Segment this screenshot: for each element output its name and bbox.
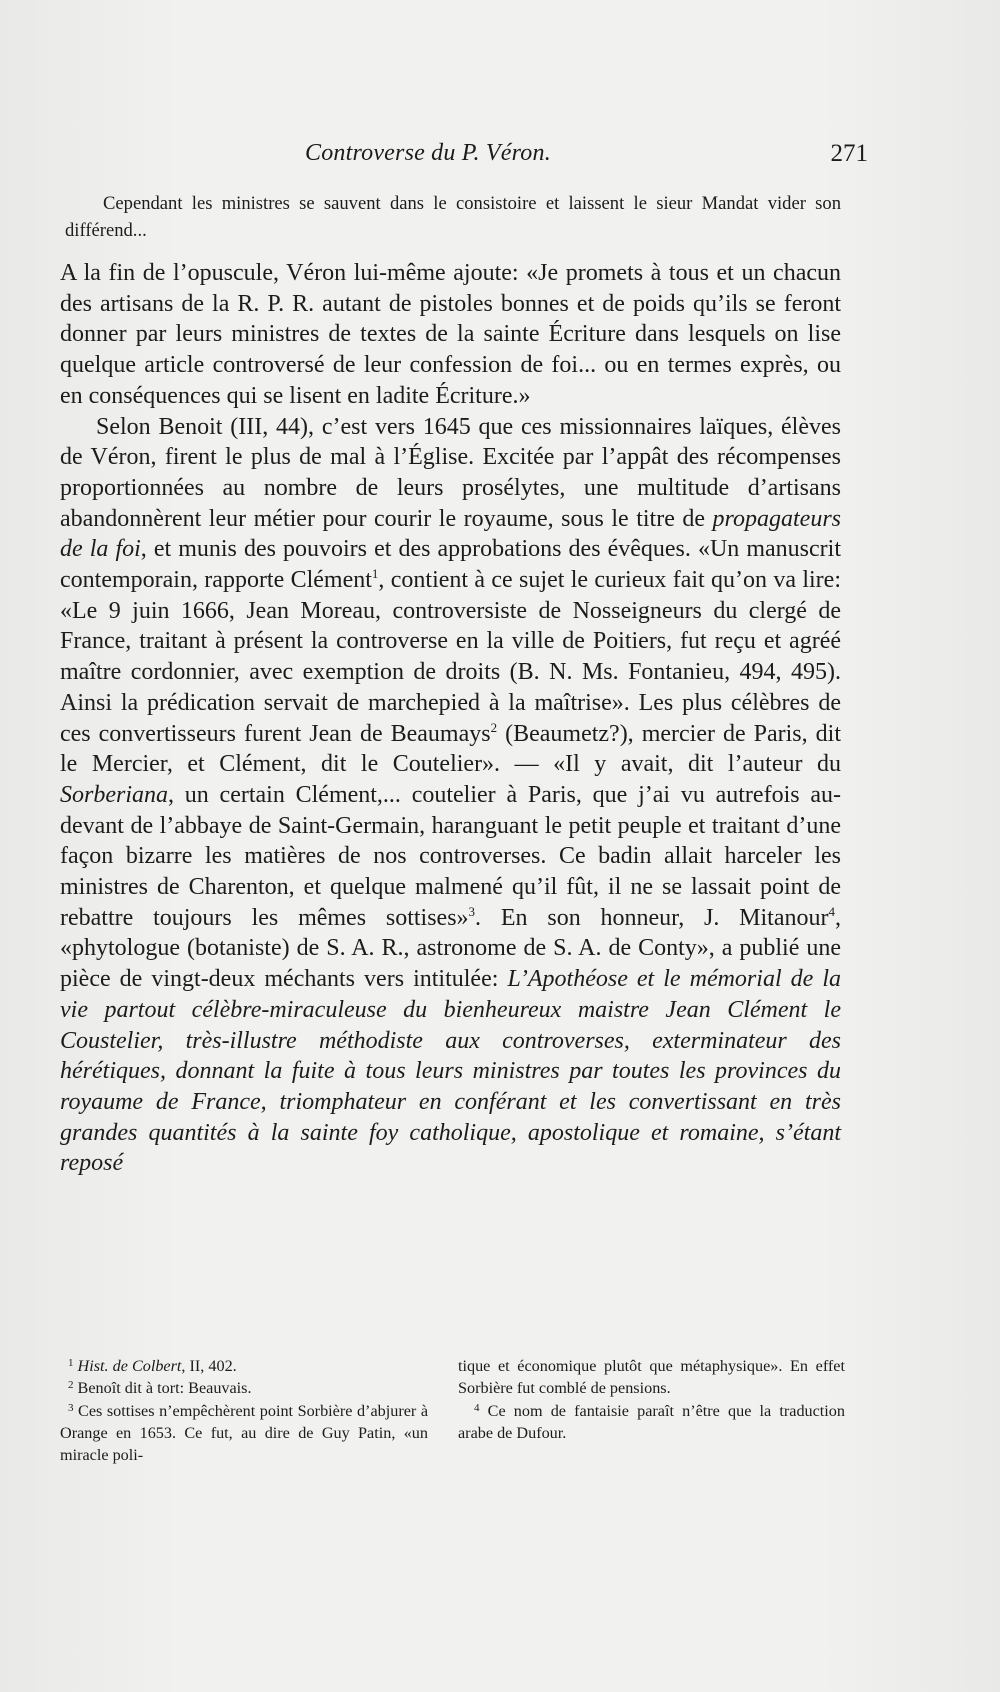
text-run: Selon Benoit (III, 44), c’est vers 1645 que ces missionnaires laïques, élèves de Véron, firent le plus de mal à l’Église. Excitée par l’appât des récompenses proportionnées au nombre de leurs prosélytes, une multitude d’artisans abandonnèrent leur métier pour courir le royaume, sous le titre de <box>60 413 841 532</box>
footnote-3-continued: tique et économique plutôt que métaphysique». En effet Sorbière fut comblé de pensions. <box>458 1357 845 1398</box>
footnotes-left-column <box>60 1355 428 1466</box>
footnote-mark: 2 <box>68 1379 74 1392</box>
footnote-4 <box>458 1400 845 1445</box>
italic-title-sorberiana: Sorberiana <box>60 781 168 808</box>
page-number: 271 <box>830 140 868 167</box>
footnote-ref-2[interactable]: 2 <box>490 719 498 735</box>
text-run: , et munis des pouvoirs et des approbations des évêques. «Un manuscrit contemporain, rapporte Clément <box>60 536 841 594</box>
text-run: . En son honneur, J. Mitanour <box>475 904 829 931</box>
footnote-text: Ces sottises n’empêchèrent point Sorbière d’abjurer à Orange en 1653. Ce fut, au dire de Guy Patin, «un miracle poli- <box>60 1401 428 1465</box>
footnote-text: , II, 402. <box>181 1357 237 1375</box>
paragraph-lay-missionaries <box>60 412 841 1180</box>
footnote-3 <box>60 1400 428 1467</box>
footnote-1 <box>60 1355 428 1377</box>
footnote-title: Hist. de Colbert <box>77 1357 182 1375</box>
footnote-ref-4[interactable]: 4 <box>828 903 835 919</box>
footnote-2 <box>60 1377 428 1399</box>
text-run: , un certain Clément,... coutelier à Paris, que j’ai vu autrefois au-devant de l’abbaye de Saint-Germain, haranguant le petit peuple et traitant d’une façon bizarre les matières de nos controverses. Ce badin allait harceler les ministres de Charenton, et quelque malmené qu’il fût, il ne se lassait point de rebattre toujours les mêmes sottises» <box>60 781 841 931</box>
footnote-mark: 3 <box>68 1401 74 1414</box>
paragraph-veron-promise: A la fin de l’opuscule, Véron lui-même ajoute: «Je promets à tous et un chacun des artisans de la R. P. R. autant de pistoles bonnes et de poids qu’ils se feront donner par leurs ministres de textes de la sainte Écriture dans lesquels on lise quelque article controversé de leur confession de foi... ou en termes exprès, ou en conséquences qui se lisent en ladite Écriture.» <box>60 260 841 409</box>
text-run: , contient à ce sujet le curieux fait qu’on va lire: «Le 9 juin 1666, Jean Moreau, controversiste de Nosseigneurs du clergé de France, traitant à présent la controverse en la ville de Poitiers, fut reçu et agréé maître cordonnier, avec exemption de droits (B. N. Ms. Fontanieu, 494, 495). Ainsi la prédication servait de marchepied à la maîtrise». Les plus célèbres de ces convertisseurs furent Jean de Beaumays <box>60 567 841 747</box>
running-header <box>60 140 868 180</box>
body-text <box>60 258 841 1179</box>
text-run: , «phytologue (botaniste) de S. A. R., astronome de S. A. de Conty», a publié une pièce de vingt-deux méchants vers intitulée: <box>60 904 841 993</box>
quoted-passage: Cependant les ministres se sauvent dans le consistoire et laissent le sieur Mandat vider son différend... <box>65 193 841 241</box>
footnote-ref-1[interactable]: 1 <box>371 566 379 582</box>
footnote-mark: 4 <box>474 1401 480 1414</box>
footnote-text: Ce nom de fantaisie paraît n’être que la traduction arabe de Dufour. <box>458 1401 845 1442</box>
footnotes-right-column <box>458 1355 845 1444</box>
running-title: Controverse du P. Véron. <box>305 140 551 166</box>
footnote-mark: 1 <box>68 1357 74 1369</box>
italic-phrase: propagateurs de la foi <box>60 505 841 563</box>
footnote-ref-3[interactable]: 3 <box>468 903 476 919</box>
footnote-text: Benoît dit à tort: Beauvais. <box>77 1379 252 1398</box>
text-run: (Beaumetz?), mercier de Paris, dit le Mercier, et Clément, dit le Coutelier». — «Il y avait, dit l’auteur du <box>60 720 841 778</box>
italic-work-title: L’Apothéose et le mémorial de la vie partout célèbre-miraculeuse du bienheureux maistre Jean Clément le Coustelier, très-illustre méthodiste aux controverses, exterminateur des hérétiques, donnant la fuite à tous leurs ministres par toutes les provinces du royaume de France, triomphateur en conférant et les convertissant en très grandes quantités à la sainte foy catholique, apostolique et romaine, s’étant reposé <box>60 966 842 1177</box>
